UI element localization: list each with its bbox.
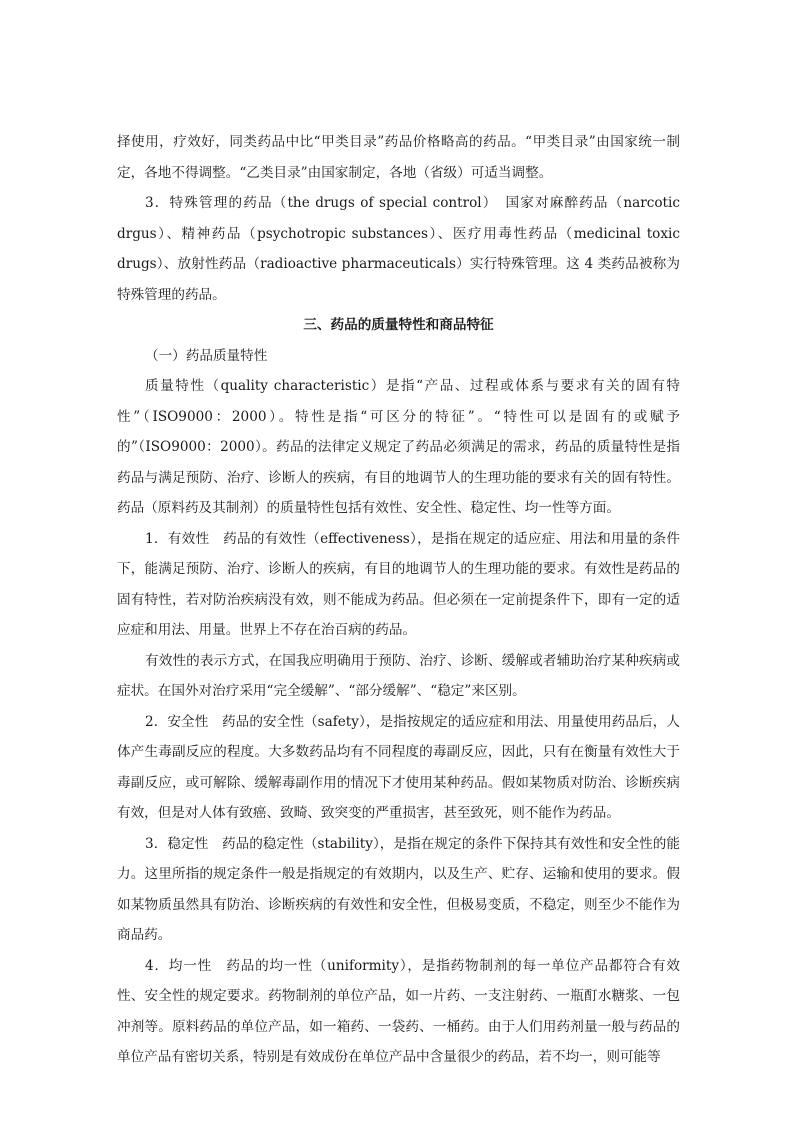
section-heading: 三、药品的质量特性和商品特征 xyxy=(303,317,494,333)
document-body xyxy=(117,127,680,1073)
paragraph-safety: 2．安全性 药品的安全性（safety），是指按规定的适应症和用法、用量使用药品后，人体产生毒副反应的程度。大多数药品均有不同程度的毒副反应，因此，只有在衡量有效性大于毒副反应，或可解除、缓解毒副作用的情况下才使用某种药品。假如某物质对防治、诊断疾病有效，但是对人体有致癌、致畸、致突变的严重损害，甚至致死，则不能作为药品。 xyxy=(117,713,680,821)
paragraph-uniformity: 4．均一性 药品的均一性（uniformity），是指药物制剂的每一单位产品都符合有效性、安全性的规定要求。药物制剂的单位产品，如一片药、一支注射药、一瓶酊水糖浆、一包冲剂等。原料药品的单位产品，如一箱药、一袋药、一桶药。由于人们用药剂量一般与药品的单位产品有密切关系，特别是有效成份在单位产品中含量很少的药品，若不均一，则可能等 xyxy=(117,957,680,1065)
paragraph-effectiveness-expression: 有效性的表示方式，在国我应明确用于预防、治疗、诊断、缓解或者辅助治疗某种疾病或症状。在国外对治疗采用“完全缓解”、“部分缓解”、“稳定”来区别。 xyxy=(117,652,680,699)
paragraph-effectiveness: 1．有效性 药品的有效性（effectiveness），是指在规定的适应症、用法和用量的条件下，能满足预防、治疗、诊断人的疾病，有目的地调节人的生理功能的要求。有效性是药品的固有特性，若对防治疾病没有效，则不能成为药品。但必须在一定前提条件下，即有一定的适应症和用法、用量。世界上不存在治百病的药品。 xyxy=(117,530,680,638)
paragraph-stability: 3．稳定性 药品的稳定性（stability），是指在规定的条件下保持其有效性和安全性的能力。这里所指的规定条件一般是指规定的有效期内，以及生产、贮存、运输和使用的要求。假如某物质虽然具有防治、诊断疾病的有效性和安全性，但极易变质，不稳定，则至少不能作为商品药。 xyxy=(117,835,680,943)
subsection-heading: （一）药品质量特性 xyxy=(145,347,268,364)
paragraph-special-control: 3．特殊管理的药品（the drugs of special control） 国家对麻醉药品（narcotic drgus）、精神药品（psychotropic substances）、医疗用毒性药品（medicinal toxic drugs）、放射性药品（radioactive pharmaceuticals）实行特殊管理。这 4 类药品被称为特殊管理的药品。 xyxy=(117,195,680,303)
paragraph-catalog-continuation: 择使用，疗效好，同类药品中比“甲类目录”药品价格略高的药品。“甲类目录”由国家统一制定，各地不得调整。“乙类目录”由国家制定，各地（省级）可适当调整。 xyxy=(117,134,680,181)
paragraph-quality-characteristic: 质量特性（quality characteristic）是指“产品、过程或体系与要求有关的固有特性”（ISO9000：2000）。特性是指“可区分的特征”。“特性可以是固有的或赋予的”（ISO9000：2000）。药品的法律定义规定了药品必须满足的需求，药品的质量特性是指药品与满足预防、治疗、诊断人的疾病，有目的地调节人的生理功能的要求有关的固有特性。药品（原料药及其制剂）的质量特性包括有效性、安全性、稳定性、均一性等方面。 xyxy=(117,378,680,516)
